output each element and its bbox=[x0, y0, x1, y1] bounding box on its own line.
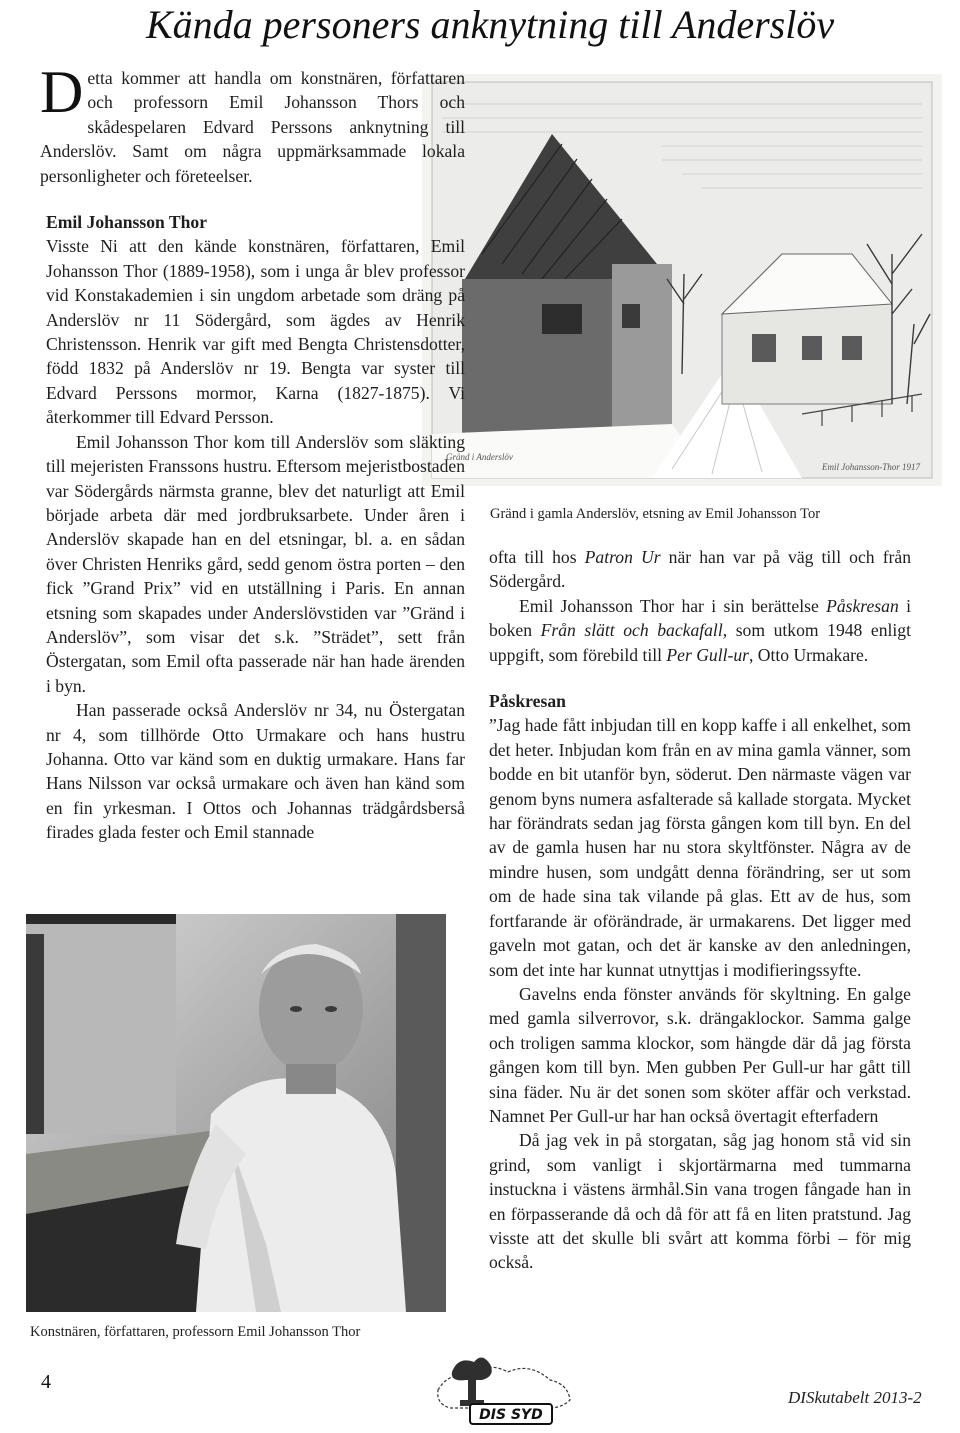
paskresan-paragraph-1: ”Jag hade fått inbjudan till en kopp kaffe i all enkelhet, som det heter. Inbjudan kom från en av mina gamla vänner, som bodde en bit utanför byn, söderut. Den närmaste vägen var genom byns numera asfalterade så kallade storgata. Mycket har förändrats sedan jag första gången kom till byn. En del av de gamla husen har nu stora skyltfönster. Några av de mindre husen, som undgått denna förändring, ser ut som om de hade sina tak vilande på glas. Ett av de hus, som fortfarande är oförändrade, är urmakarens. Det ligger med gaveln mot gatan, och det är kanske av den anledningen, som det inte har kunnat utnyttjas i modifieringssyfte. bbox=[489, 715, 911, 980]
intro-paragraph bbox=[40, 59, 465, 188]
continuation-text-1: ofta till hos bbox=[489, 547, 585, 567]
portrait-drawing bbox=[26, 914, 446, 1312]
section-heading-emil: Emil Johansson Thor bbox=[46, 212, 208, 233]
dis-syd-logo bbox=[430, 1350, 575, 1426]
page-number: 4 bbox=[41, 1371, 51, 1393]
portrait-photo bbox=[26, 914, 446, 1312]
right-column bbox=[489, 545, 911, 1275]
logo-text: DIS SYD bbox=[479, 1407, 543, 1423]
etching-inscription-left: Gränd i Anderslöv bbox=[446, 452, 513, 462]
continuation-text-2: när han var på väg till och från Södergård. bbox=[489, 547, 912, 592]
portrait-caption: Konstnären, författaren, professorn Emil Johansson Thor bbox=[30, 1324, 361, 1340]
intro-text: etta kommer att handla om konstnären, författaren och professorn Emil Johansson Thors och skådespelaren Edvard Perssons anknytning till Anderslöv. Samt om några uppmärksammade lokala personligheter och företeelser. bbox=[40, 68, 465, 186]
etching-caption: Gränd i gamla Anderslöv, etsning av Emil Johansson Tor bbox=[490, 506, 821, 522]
left-column bbox=[40, 59, 465, 845]
logo-graphic bbox=[430, 1350, 575, 1426]
paskresan-title-italic: Påskresan bbox=[826, 595, 899, 616]
etching-image bbox=[422, 74, 942, 486]
per-gull-ur-italic: Per Gull-ur bbox=[666, 644, 749, 665]
etching-drawing bbox=[422, 74, 942, 486]
paskresan-intro-paragraph bbox=[489, 594, 911, 667]
paskresan-intro-text-2: i boken bbox=[489, 595, 911, 641]
page-title: Kända personers anknytning till Anderslöv bbox=[146, 2, 835, 47]
paskresan-intro-text-3: , som utkom 1948 enligt uppgift, som förebild till bbox=[489, 620, 911, 665]
section1-paragraph-3: Han passerade också Anderslöv nr 34, nu Östergatan nr 4, som tillhörde Otto Urmakare och hans hustru Johanna. Otto var känd som en duktig urmakare. Hans far Hans Nilsson var också urmakare och även han känd som en fin yrkesman. I Ottos och Johannas trädgårdsberså firades glada fester och Emil stannade bbox=[46, 700, 465, 843]
drop-cap: D bbox=[40, 59, 84, 125]
patron-ur-italic: Patron Ur bbox=[584, 547, 661, 567]
paskresan-paragraph-3: Då jag vek in på storgatan, såg jag honom stå vid sin grind, som vanligt i skjortärmarna med tummarna instuckna i västens ärmhål.Sin vana trogen fångade han in en förpasserande då och då för att få en liten pratstund. Jag visste att det skulle bli svårt att komma förbi – för mig också. bbox=[489, 1130, 911, 1273]
book-title-italic: Från slätt och backafall bbox=[540, 620, 723, 641]
paskresan-intro-text-1: Emil Johansson Thor har i sin berättelse bbox=[519, 595, 827, 616]
continuation-paragraph bbox=[489, 545, 911, 594]
paskresan-intro-text-4: , Otto Urmakare. bbox=[748, 644, 869, 665]
paskresan-paragraph-2: Gavelns enda fönster används för skyltning. En galge med gamla silverrovor, s.k. drängaklockor. Samma galge och troligen samma klockor, som hängde där då jag första gången kom till byn. Men gubben Per Gull-ur har gått till sina fäder. Nu är det sonen som sköter affär och verkstad. Namnet Per Gull-ur har han också övertagit efterfadern bbox=[489, 983, 911, 1126]
section1-paragraph-2: Emil Johansson Thor kom till Anderslöv som släkting till mejeristen Franssons hustru. Eftersom mejeristbostaden var Södergårds närmsta granne, blev det naturligt att Emil började arbeta där med jordbruksarbete. Under åren i Anderslöv skapade han en del etsningar, bl. a. en sådan över Christen Henriks gård, sedd genom östra porten – den fick ”Grand Prix” vid en utställning i Paris. En annan etsning som skapades under Anderslövstiden var ”Gränd i Anderslöv”, som visar det s.k. ”Strädet”, sett från Östergatan, som Emil ofta passerade när han hade ärenden i byn. bbox=[46, 431, 465, 696]
magazine-footer: DISkutabelt 2013-2 bbox=[788, 1388, 922, 1407]
section-heading-paskresan: Påskresan bbox=[489, 691, 566, 712]
section1-paragraph-1: Visste Ni att den kände konstnären, författaren, Emil Johansson Thor (1889-1958), som i unga år blev professor vid Konstakademien i sin ungdom arbetade som dräng på Anderslöv nr 11 Södergård, som ägdes av Henrik Christensson. Henrik var gift med Bengta Christensdotter, född 1832 på Anderslöv nr 19. Bengta var syster till Edvard Perssons mormor, Karna (1827-1875). Vi återkommer till Edvard Persson. bbox=[46, 236, 465, 428]
etching-inscription-right: Emil Johansson-Thor 1917 bbox=[822, 462, 921, 472]
